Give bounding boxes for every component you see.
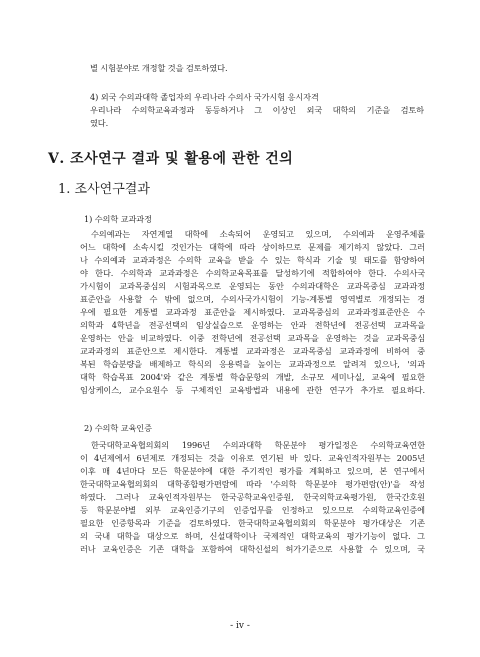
part1-line: 어느 대학에 소속시킬 것인가는 대학에 따라 상이하므로 문제를 제기하지 않았다. 그러 <box>80 242 425 252</box>
part1-line: 야 한다. 수의학과 교과과정은 수의학교육목표를 달성하기에 적합하여야 한다. 수의사국 <box>80 268 425 278</box>
part2-line: 러나 교육인증은 기존 대학을 포함하여 대학신설의 허가기준으로 사용할 수 있으며, 국 <box>80 544 425 554</box>
part1-line: 교과과정의 표준안으로 제시한다. 계통별 교과과정은 교과목중심 교과과정에 비하여 중 <box>80 346 425 356</box>
part2-line: 한국대학교육협의회의 대학종합평가편람에 따라 '수의학 학문분야 평가편람(안)'을 작성 <box>80 479 425 489</box>
part1-line: 가시험이 교과목중심의 시험과목으로 운영되는 동안 수의과대학은 교과목중심 교과과정 <box>80 281 425 291</box>
part1-line: 우에 필요한 계통별 교과과정 표준안을 제시하였다. 교과목중심의 교과과정표준안은 수 <box>80 307 425 317</box>
continuation-text: 별 시험분야로 개정할 것을 검토하였다. <box>90 63 228 73</box>
page-number: - iv - <box>230 621 250 631</box>
part1-heading: 1) 수의학 교과과정 <box>84 214 152 224</box>
part1-line: 나 수의예과 교과과정은 수의학 교육을 받을 수 있는 학식과 기술 및 태도를 함양하여 <box>80 255 425 265</box>
part1-line: 대학 학습목표 2004'와 같은 계통별 학습문항의 개발, 소규모 세미나실, 교육에 필요한 <box>80 372 425 382</box>
part2-line: 등 학문분야별 외부 교육인증기구의 인증업무를 인정하고 있으므로 수의학교육인증에 <box>80 505 425 515</box>
part1-line: 표준안을 사용할 수 밖에 없으며, 수의사국가시험이 기능-계통별 영역별로 개정되는 경 <box>80 294 425 304</box>
part2-line: 이후 매 4년마다 모든 학문분야에 대한 주기적인 평가를 계획하고 있으며, 본 연구에서 <box>80 466 425 476</box>
part1-line: 의학과 4학년을 전공선택의 임상실습으로 운영하는 안과 전학년에 전공선택 교과목을 <box>80 320 425 330</box>
part2-line: 하였다. 그러나 교육인적자원부는 한국공학교육인증원, 한국의학교육평가원, 한국간호원 <box>80 492 425 502</box>
part1-line: 복된 학습분량을 배제하고 학식의 응용력을 높이는 교과과정으로 알려져 있으나, '의과 <box>80 359 425 369</box>
item4-line: 우리나라 수의학교육과정과 동등하거나 그 이상인 외국 대학의 기준을 검토하 <box>90 105 424 115</box>
section-title: Ⅴ. 조사연구 결과 및 활용에 관한 건의 <box>48 151 294 167</box>
part1-line: 운영하는 안을 비교하였다. 이중 전학년에 전공선택 교과목을 운영하는 것을 교과목중심 <box>80 333 425 343</box>
part2-line: 한국대학교육협의회의 1996년 수의과대학 학문분야 평가일정은 수의학교육연한 <box>91 440 425 450</box>
subsection-title: 1. 조사연구결과 <box>58 182 150 197</box>
part2-line: 필요한 인증항목과 기준을 검토하였다. 한국대학교육협의회의 학문분야 평가대상은 기존 <box>80 518 425 528</box>
part1-line: 수의예과는 자연계열 대학에 소속되어 운영되고 있으며, 수의예과 운영주체를 <box>91 229 425 239</box>
part2-heading: 2) 수의학 교육인증 <box>84 423 152 433</box>
item4-line: 였다. <box>90 118 109 128</box>
part1-line: 임상케이스, 교수요원수 등 구체적인 교육방법과 내용에 관한 연구가 추가로 필요하다. <box>80 385 425 395</box>
part2-line: 이 4년제에서 6년제로 개정되는 것을 이유로 연기된 바 있다. 교육인적자원부는 2005년 <box>80 453 425 463</box>
item4-heading: 4) 외국 수의과대학 졸업자의 우리나라 수의사 국가시험 응시자격 <box>90 92 319 102</box>
part2-line: 의 국내 대학을 대상으로 하며, 신설대학이나 국제적인 대학교육의 평가기능이 없다. 그 <box>80 531 425 541</box>
